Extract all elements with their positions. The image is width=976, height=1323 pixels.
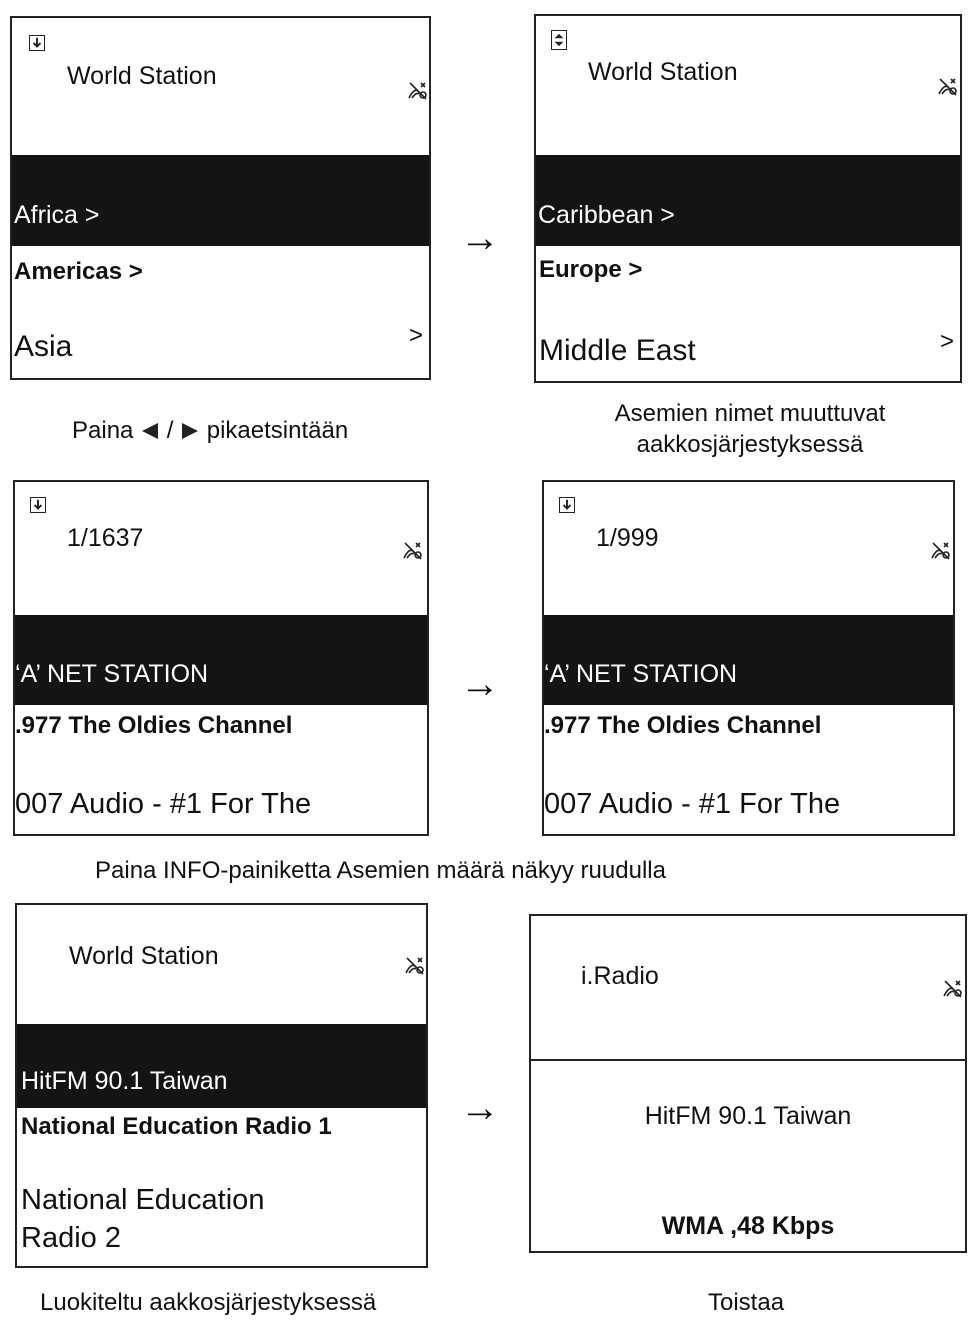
stream-format: WMA ,48 Kbps [661,1212,835,1240]
caption-text: Paina [72,417,134,444]
screen-title: World Station [588,58,738,86]
screen-world-station-2 [534,14,962,383]
selected-item[interactable] [12,155,429,246]
right-arrow-icon: → [460,216,500,260]
signal-icon [403,953,427,977]
right-arrow-icon: → [460,1086,500,1130]
selected-item-label: Caribbean > [538,201,675,229]
signal-icon [406,78,430,102]
selected-item-label: HitFM 90.1 Taiwan [21,1067,228,1095]
list-item[interactable]: Asia [14,330,73,363]
up-down-arrow-icon [551,30,567,50]
selected-item[interactable] [536,155,960,246]
down-arrow-icon [30,497,46,513]
caption-info-button: Paina INFO-painiketta Asemien määrä näkyy ruudulla [95,857,666,884]
selected-item-label: ‘A’ NET STATION [15,660,209,688]
caption-alphabetical-change [540,398,960,460]
station-counter: 1/999 [596,524,659,552]
signal-icon [936,74,960,98]
signal-icon [401,538,425,562]
screen-world-station-sorted [15,903,428,1268]
caption-playing: Toistaa [708,1289,785,1316]
selected-item[interactable] [17,1024,426,1108]
list-item-line: National Education [21,1184,265,1216]
screen-station-count-2 [542,480,955,836]
caption-separator: / [166,417,174,444]
station-counter: 1/1637 [67,524,144,552]
right-arrow-icon: → [460,662,500,706]
divider [531,1059,965,1061]
caption-sorted: Luokiteltu aakkosjärjestyksessä [40,1289,377,1316]
screen-title: World Station [69,942,219,970]
list-item[interactable]: .977 The Oldies Channel [544,712,822,739]
list-item[interactable]: .977 The Oldies Channel [15,712,293,739]
list-item[interactable]: Europe > [539,256,643,283]
signal-icon [929,538,953,562]
screen-now-playing [529,914,967,1253]
playing-station: HitFM 90.1 Taiwan [644,1102,852,1130]
selected-item[interactable] [544,615,953,705]
screen-title: i.Radio [581,962,659,990]
list-item[interactable]: 007 Audio - #1 For The [15,788,312,820]
down-arrow-icon [559,497,575,513]
selected-item-label: ‘A’ NET STATION [544,660,738,688]
selected-item-label: Africa > [14,201,100,229]
selected-item[interactable] [15,615,427,705]
list-item-line: Radio 2 [21,1222,121,1254]
list-item[interactable]: 007 Audio - #1 For The [544,788,841,820]
screen-world-station-1 [10,16,431,380]
left-triangle-icon [140,422,160,440]
caption-quick-search [72,415,348,446]
screen-title: World Station [67,62,217,90]
signal-icon [941,976,965,1000]
caption-line: aakkosjärjestyksessä [636,431,864,459]
list-item[interactable]: National Education Radio 1 [21,1113,332,1140]
chevron-right-icon: > [939,328,954,355]
caption-line: Asemien nimet muuttuvat [614,400,886,427]
caption-text: pikaetsintään [206,417,349,444]
screen-station-count-1 [13,480,429,836]
list-item[interactable]: Middle East [539,334,696,367]
down-arrow-icon [29,35,45,51]
chevron-right-icon: > [408,322,423,349]
list-item[interactable] [21,1181,264,1257]
list-item[interactable]: Americas > [14,258,143,285]
right-triangle-icon [180,422,200,440]
